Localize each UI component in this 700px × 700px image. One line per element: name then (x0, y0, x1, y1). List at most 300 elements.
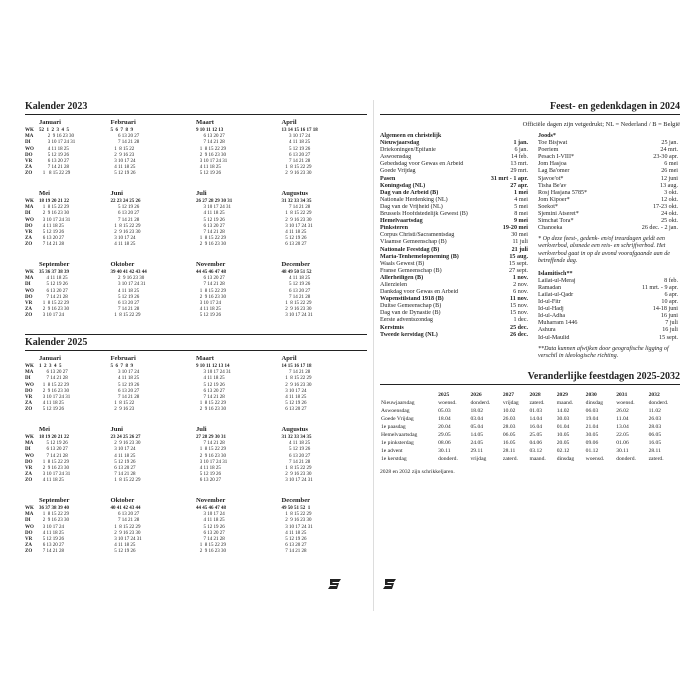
week-day-row: 1 8 15 22 29 (196, 146, 226, 152)
week-day-row: 2 9 16 23 30 (281, 307, 312, 313)
table-cell: dinsdag (556, 455, 575, 462)
week-day-row: 6 13 20 27 (281, 288, 311, 294)
week-day-row: 7 14 21 28 (281, 205, 311, 211)
holiday-name: Aswoensdag (380, 154, 412, 161)
week-numbers: 5 6 7 8 9 (110, 128, 133, 133)
page-fold (373, 100, 374, 611)
weekday-label: DI (25, 518, 31, 524)
table-cell: zaterd. (648, 455, 664, 462)
week-day-row: 5 12 19 26 (281, 447, 311, 453)
week-day-row: 6 13 20 27 (281, 152, 311, 158)
week-day-row: 2 9 16 23 30 (110, 229, 141, 235)
week-day-row: 3 10 17 24 (39, 524, 64, 530)
week-day-row: 4 11 18 25 (110, 543, 136, 549)
holiday-date: 15 nov. (510, 310, 528, 317)
week-numbers: 48 49 50 51 52 (281, 270, 312, 275)
week-numbers: 14 15 16 17 18 (281, 364, 312, 369)
week-day-row: 4 11 18 25 (110, 165, 136, 171)
week-day-row: 3 10 17 24 31 (39, 394, 71, 400)
week-day-row: 5 12 19 26 (110, 459, 136, 465)
table-cell: 28.03 (648, 423, 662, 430)
weekday-label: MA (25, 134, 34, 140)
table-cell: zaterd. (502, 455, 518, 462)
weekday-label: ZO (25, 549, 33, 555)
holiday-item (538, 306, 678, 313)
week-day-row: 1 8 15 22 29 (281, 211, 312, 217)
table-row (380, 407, 680, 415)
calendar-month (196, 351, 282, 422)
week-day-row: 6 13 20 27 (196, 530, 225, 536)
general-holidays-column (380, 133, 528, 360)
holiday-date: 25 okt. (661, 218, 678, 225)
holiday-date: 27 sept. (509, 267, 528, 274)
calendar-month (282, 351, 368, 422)
holiday-name: Allerheiligen (B) (380, 274, 424, 281)
right-page (380, 100, 680, 611)
week-day-row: 5 12 19 26 (110, 171, 136, 177)
holiday-item (380, 261, 528, 268)
week-day-row: 5 12 19 26 (110, 549, 136, 555)
week-day-row: 1 8 15 22 29 (196, 401, 226, 407)
row-label: 1e advent (381, 447, 403, 454)
table-cell: 11.02 (648, 407, 661, 414)
week-day-row: 2 9 16 23 30 (281, 171, 312, 177)
holiday-date: 26 dec. - 2 jan. (641, 225, 678, 232)
week-day-row: 4 11 18 25 (196, 376, 225, 382)
year-header: 2025 (438, 391, 450, 398)
holiday-date: 11 juli (512, 239, 528, 246)
holiday-item (380, 254, 528, 261)
week-day-row: 6 13 20 27 (39, 288, 68, 294)
week-day-row: 1 8 15 22 29 (196, 288, 226, 294)
weekday-label: ZA (25, 236, 32, 242)
table-row (380, 415, 680, 423)
weekday-labels (25, 189, 39, 257)
table-row (380, 399, 680, 407)
week-numbers: 9 10 11 12 13 (196, 128, 224, 133)
week-day-row: 2 9 16 23 30 (281, 217, 312, 223)
table-cell: 01.03 (529, 407, 543, 414)
week-day-row: 3 10 17 24 (110, 370, 140, 376)
holiday-item (380, 161, 528, 168)
table-cell: 24.05 (470, 439, 484, 446)
week-day-row: 1 8 15 22 29 (39, 300, 69, 306)
week-numbers: 49 50 51 52 1 (281, 506, 311, 511)
table-cell: 18.04 (438, 415, 451, 422)
week-numbers: 44 45 46 47 48 (196, 270, 226, 275)
table-cell: 06.05 (648, 431, 662, 438)
calendar-month (196, 186, 282, 257)
week-day-row: 2 9 16 23 30 (196, 242, 226, 248)
month-name: Januari (39, 119, 61, 126)
holiday-item (380, 317, 528, 324)
table-cell: 30.03 (556, 415, 570, 422)
table-cell: 01.12 (585, 447, 599, 454)
week-day-row: 5 12 19 26 (196, 313, 221, 319)
calendar-month (111, 257, 197, 328)
calendar-month (25, 493, 111, 564)
holiday-item (380, 154, 528, 161)
weekday-label: MA (25, 205, 34, 211)
holiday-item (538, 147, 678, 154)
year-header: 2030 (585, 391, 597, 398)
row-label: Hemelvaartsdag (381, 431, 418, 438)
week-day-row: 2 9 16 23 30 (196, 294, 226, 300)
holiday-date: 19-20 mei (502, 225, 528, 232)
week-numbers: 35 36 37 38 39 (39, 270, 69, 275)
brand-logo-icon (327, 578, 343, 595)
holiday-date: 23-30 apr. (653, 154, 678, 161)
holiday-item (380, 176, 528, 183)
week-day-row: 3 10 17 24 (196, 300, 221, 306)
holiday-date: 3 okt. (664, 189, 678, 196)
weekday-labels (25, 354, 39, 422)
year-header: 2032 (648, 391, 660, 398)
week-numbers: 18 19 20 21 22 (39, 435, 69, 440)
week-day-row: 4 11 18 25 (281, 140, 311, 146)
weekday-label: DI (25, 211, 31, 217)
table-cell: woensd. (585, 455, 605, 462)
holiday-name: Franse Gemeenschap (B) (380, 267, 442, 274)
holiday-date: 24 okt. (661, 211, 678, 218)
week-numbers: 5 6 7 8 9 (110, 364, 133, 369)
week-day-row: 4 11 18 25 (110, 453, 136, 459)
week-day-row: 7 14 21 28 (39, 294, 68, 300)
month-name: Juni (110, 190, 123, 197)
table-cell: maand. (529, 455, 546, 462)
week-day-row: 4 11 18 25 (196, 165, 221, 171)
holiday-date: 12 okt. (661, 196, 678, 203)
holiday-item (380, 147, 528, 154)
weekday-label: VR (25, 229, 33, 235)
month-name: Augustus (281, 426, 308, 433)
week-day-row: 4 11 18 25 (39, 276, 68, 282)
week-day-row: 6 13 20 27 (281, 242, 307, 248)
week-day-row: 6 13 20 27 (39, 447, 68, 453)
holiday-item (538, 335, 678, 342)
table-cell: 03.12 (529, 447, 543, 454)
month-name: Februari (110, 355, 136, 362)
week-day-row: 6 13 20 27 (281, 543, 307, 549)
week-day-row: 4 11 18 25 (39, 478, 64, 484)
holiday-name: Goede Vrijdag (380, 168, 416, 175)
holidays-title: Feest- en gedenkdagen in 2024 (380, 100, 680, 115)
week-day-row: 6 13 20 27 (196, 223, 225, 229)
month-name: Februari (110, 119, 136, 126)
weekday-label: DO (25, 294, 33, 300)
table-cell: 16.04 (529, 423, 543, 430)
table-cell: vrijdag (470, 455, 487, 462)
week-day-row: 3 10 17 24 31 (281, 478, 313, 484)
holiday-date: 15 sept. (659, 334, 678, 341)
month-name: April (281, 355, 297, 362)
table-cell: 04.06 (529, 439, 543, 446)
holiday-date: 15 sept. (509, 260, 528, 267)
table-cell: 30.11 (616, 447, 629, 454)
holiday-name: Nationale Feestdag (B) (380, 246, 440, 253)
holiday-name: Muharram 1446 (538, 320, 578, 327)
holiday-name: Simchat Tora* (538, 218, 574, 225)
table-cell: 30.11 (438, 447, 451, 454)
week-day-row: 1 8 15 22 29 (281, 465, 312, 471)
holiday-date: 21 juli (511, 246, 528, 253)
holiday-name: Gebedsdag voor Gewas en Arbeid (380, 161, 464, 168)
table-cell: 14.04 (529, 415, 543, 422)
jewish-note: * Op deze feest-, gedenk- en/of treurdagen geldt een werkverbod, alsmede een reis- en schrijfverbod. Het werkverbod gaat in op de avond voorafgaande aan de betreffende dag. (538, 236, 671, 264)
calendar-month (111, 115, 197, 186)
week-day-row: 1 8 15 22 29 (110, 313, 141, 319)
year-header: 2029 (556, 391, 568, 398)
holiday-item (538, 204, 678, 211)
jewish-holidays-header: Joods* (538, 133, 556, 139)
holiday-name: Sjemini Atseret* (538, 211, 579, 218)
holiday-date: 11 nov. (510, 296, 528, 303)
weekday-label: WO (25, 382, 34, 388)
week-day-row: 3 10 17 24 31 (39, 140, 76, 146)
week-day-row: 3 10 17 24 (281, 134, 311, 140)
week-day-row: 5 12 19 26 (196, 217, 225, 223)
month-name: Oktober (110, 261, 135, 268)
holiday-item (538, 292, 678, 299)
week-numbers: 1 2 3 4 5 (39, 364, 62, 369)
week-day-row: 3 10 17 24 31 (281, 223, 313, 229)
holiday-name: Driekoningen/Epifanie (380, 147, 436, 154)
week-numbers: 52 1 2 3 4 5 (39, 128, 69, 133)
holiday-item (380, 204, 528, 211)
weekday-label: WK (25, 270, 34, 275)
table-cell: donderd. (470, 399, 491, 406)
weekday-label: VR (25, 158, 33, 164)
holiday-name: Id-ul-Fitr (538, 299, 561, 306)
weekday-label: WO (25, 146, 34, 152)
holiday-name: Ramadan (538, 284, 562, 291)
row-label: Nieuwjaarsdag (381, 399, 415, 406)
week-day-row: 5 12 19 26 (110, 205, 140, 211)
holiday-item (380, 211, 528, 218)
holiday-name: Sjavoe'ot* (538, 175, 564, 182)
week-day-row: 7 14 21 28 (196, 441, 225, 447)
calendar-2023-grid (25, 115, 367, 328)
holiday-name: Pesach I-VIII* (538, 154, 575, 161)
week-day-row: 3 10 17 24 31 (196, 370, 231, 376)
week-day-row: 7 14 21 28 (110, 518, 140, 524)
calendar-2023-title: Kalender 2023 (25, 100, 367, 115)
week-day-row: 3 10 17 24 31 (39, 217, 71, 223)
holiday-date: 6 jan. (514, 147, 528, 154)
month-name: April (281, 119, 297, 126)
table-cell: 01.06 (616, 439, 629, 446)
week-day-row: 4 11 18 25 (110, 242, 136, 248)
holiday-date: 14 feb. (511, 154, 528, 161)
week-day-row: 1 8 15 22 29 (39, 171, 71, 177)
holiday-name: Lag Ba'omer (538, 168, 570, 175)
weekday-label: WO (25, 217, 34, 223)
week-day-row: 6 13 20 27 (196, 276, 225, 282)
table-cell: 16.05 (648, 439, 662, 446)
week-day-row: 1 8 15 22 29 (196, 543, 226, 549)
table-cell: 10.02 (502, 407, 516, 414)
holiday-date: 1 jan. (513, 140, 528, 147)
weekday-label: ZA (25, 307, 32, 313)
table-row (380, 431, 680, 439)
holiday-name: Kerstmis (380, 324, 404, 331)
week-day-row: 1 8 15 22 29 (110, 223, 141, 229)
holiday-name: Maria-Tenhemelopneming (B) (380, 253, 459, 260)
week-day-row: 3 10 17 24 31 (196, 205, 231, 211)
week-day-row: 6 13 20 27 (110, 134, 140, 140)
holiday-item (538, 299, 678, 306)
week-day-row: 4 11 18 25 (39, 401, 64, 407)
week-numbers: 40 41 42 43 44 (110, 506, 141, 511)
holiday-date: 6 nov. (513, 289, 528, 296)
week-day-row: 2 9 16 23 30 (39, 307, 69, 313)
week-day-row: 5 12 19 26 (281, 536, 307, 542)
table-cell: 14.02 (556, 407, 570, 414)
holiday-item (538, 190, 678, 197)
week-day-row: 2 9 16 23 30 (281, 382, 312, 388)
week-day-row: 2 9 16 23 30 (110, 441, 141, 447)
week-numbers: 27 28 29 30 31 (196, 435, 226, 440)
religious-holidays-column (538, 133, 678, 360)
calendar-month (111, 186, 197, 257)
holidays-subtitle: Officiële dagen zijn vetgedrukt; NL = Nederland / B = België (522, 121, 680, 128)
holiday-name: Id-ul-Hadj (538, 306, 564, 313)
holiday-date: 26 dec. (510, 331, 528, 338)
holiday-name: Brussels Hoofdstedelijk Gewest (B) (380, 211, 468, 218)
calendar-2025-title: Kalender 2025 (25, 334, 367, 351)
weekday-label: DI (25, 447, 31, 453)
weekday-label: WO (25, 524, 34, 530)
holiday-date: 4 mei (514, 196, 528, 203)
week-day-row: 5 12 19 26 (39, 229, 64, 235)
holiday-item (380, 218, 528, 225)
week-day-row: 1 8 15 22 29 (110, 524, 141, 530)
holiday-date: 30 mei (511, 232, 528, 239)
week-numbers: 23 24 25 26 27 (110, 435, 141, 440)
holiday-name: Nationale Herdenking (NL) (380, 196, 448, 203)
week-day-row: 7 14 21 28 (39, 376, 68, 382)
row-label: Aswoensdag (381, 407, 410, 414)
week-day-row: 7 14 21 28 (196, 140, 225, 146)
holiday-date: 1 nov. (512, 274, 528, 281)
weekday-label: ZO (25, 242, 33, 248)
holiday-item (380, 183, 528, 190)
holiday-date: 31 mrt - 1 apr. (490, 175, 528, 182)
table-cell: 06.05 (502, 431, 516, 438)
weekday-label: WK (25, 364, 34, 369)
month-name: Mei (39, 426, 50, 433)
week-day-row: 7 14 21 28 (39, 453, 68, 459)
holiday-item (538, 218, 678, 225)
week-day-row: 5 12 19 26 (110, 382, 140, 388)
holiday-name: Pasen (380, 175, 396, 182)
week-day-row: 4 11 18 25 (39, 223, 64, 229)
table-cell: 25.05 (529, 431, 543, 438)
holiday-item (538, 140, 678, 147)
week-numbers: 26 27 28 29 30 31 (196, 199, 233, 204)
week-day-row: 1 8 15 22 29 (196, 236, 226, 242)
week-day-row: 7 14 21 28 (196, 282, 225, 288)
holiday-item (538, 278, 678, 285)
week-day-row: 4 11 18 25 (196, 211, 225, 217)
holiday-name: Toe Bisjwat (538, 140, 568, 147)
week-day-row: 7 14 21 28 (196, 536, 225, 542)
week-day-row: 6 13 20 27 (110, 211, 140, 217)
row-label: 1e kerstdag (381, 455, 407, 462)
weekday-label: VR (25, 536, 33, 542)
holiday-date: 2 nov. (513, 281, 528, 288)
year-header: 2031 (616, 391, 628, 398)
row-label: 1e paasdag (381, 423, 406, 430)
week-day-row: 7 14 21 28 (281, 549, 307, 555)
holiday-item (380, 275, 528, 282)
calendar-2025-grid (25, 351, 367, 564)
month-name: Maart (196, 119, 214, 126)
holiday-date: 25 dec. (510, 324, 528, 331)
table-cell: 28.11 (648, 447, 661, 454)
holiday-date: 27 apr. (510, 182, 528, 189)
week-day-row: 5 12 19 26 (39, 407, 64, 413)
holiday-date: 15 nov. (510, 303, 528, 310)
week-day-row: 2 9 16 23 30 (39, 134, 74, 140)
week-day-row: 2 9 16 23 30 (110, 276, 145, 282)
holiday-item (380, 140, 528, 147)
weekday-labels (25, 425, 39, 493)
table-cell: maand. (556, 399, 574, 406)
week-day-row: 5 12 19 26 (196, 524, 225, 530)
calendar-month (25, 257, 111, 328)
week-day-row: 4 11 18 25 (281, 394, 307, 400)
holiday-date: 5 mei (514, 203, 528, 210)
week-day-row: 2 9 16 23 30 (281, 472, 312, 478)
table-cell: 05.03 (438, 407, 451, 414)
holiday-item (538, 211, 678, 218)
weekday-label: WO (25, 288, 34, 294)
week-day-row: 6 13 20 27 (196, 478, 221, 484)
week-day-row: 1 8 15 22 29 (39, 205, 69, 211)
weekday-label: WO (25, 453, 34, 459)
table-cell: 30.05 (585, 431, 599, 438)
holiday-date: 7 juli (665, 320, 678, 327)
holiday-date: 13 aug. (660, 182, 678, 189)
general-holidays-header: Algemeen en christelijk (380, 133, 442, 139)
week-day-row: 6 13 20 27 (39, 370, 68, 376)
week-day-row: 3 10 17 24 (39, 313, 64, 319)
holiday-name: Eerste adventszondag (380, 317, 433, 324)
weekday-label: DI (25, 376, 31, 382)
week-day-row: 6 13 20 27 (281, 453, 311, 459)
week-day-row: 5 12 19 26 (281, 401, 307, 407)
month-name: November (196, 261, 226, 268)
holiday-date: 26 mei (661, 168, 678, 175)
week-day-row: 2 9 16 23 30 (39, 518, 69, 524)
holiday-name: Pinksteren (380, 225, 408, 232)
holiday-date: 6 apr. (664, 291, 678, 298)
week-day-row: 7 14 21 28 (196, 229, 225, 235)
table-cell: 02.12 (556, 447, 570, 454)
calendar-month (25, 186, 111, 257)
holiday-item (538, 225, 678, 232)
week-day-row: 5 12 19 26 (281, 146, 311, 152)
week-day-row: 1 8 15 22 29 (39, 512, 69, 518)
table-cell: woensd. (438, 399, 457, 406)
calendar-month (196, 422, 282, 493)
week-day-row: 3 10 17 24 31 (281, 524, 313, 530)
calendar-month (111, 422, 197, 493)
islamic-holidays-header: Islamitisch** (538, 270, 573, 277)
calendar-month (196, 115, 282, 186)
table-header-row (380, 391, 680, 399)
